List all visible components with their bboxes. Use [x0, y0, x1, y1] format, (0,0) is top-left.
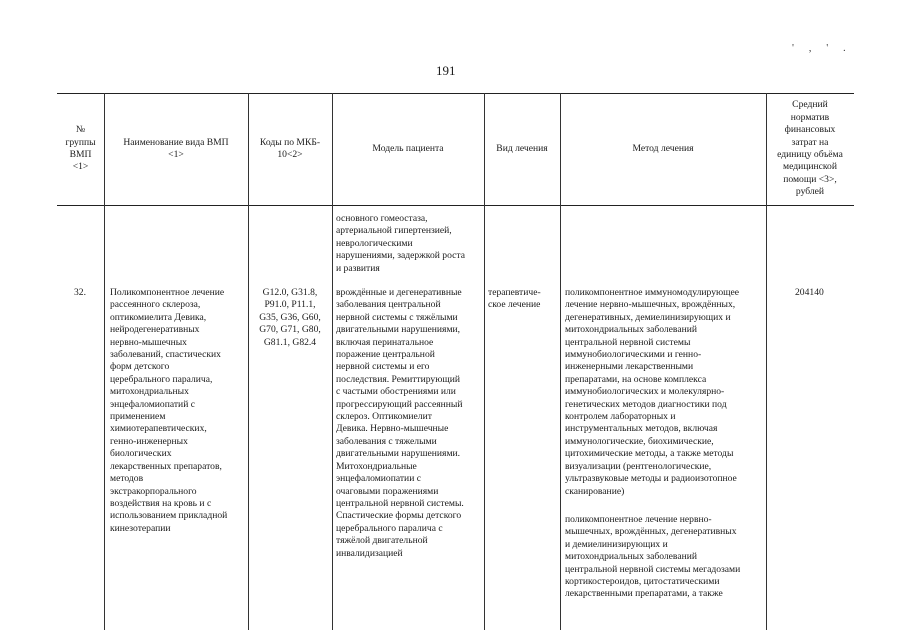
- continuation-patient-model: основного гомеостаза, артериальной гипертензией, неврологическими нарушениями, задержкой роста и развития: [336, 213, 465, 274]
- corner-marks: ' , ' .: [792, 42, 852, 54]
- row-treatment-type: терапевтиче- ское лечение: [488, 287, 541, 311]
- header-treatment-type: Вид лечения: [496, 142, 548, 154]
- row-method-1: поликомпонентное иммуномодулирующее лечение нервно-мышечных, врождённых, дегенеративных, демиелинизирующих и митохондриальных заболеваний центральной нервной системы иммунобиологическими и генно- инженерными лекарственными препаратами, на основе комплекса иммунобиологических и молекулярно- генетических методов диагностики под контролем лабораторных и инструментальных методов, включая иммунологические, биохимические, цитохимические методы, а также методы визуализации (рентгенологические, ультразвуковые методы и радиоизотопное сканирование): [565, 287, 740, 497]
- row-group-no: 32.: [74, 287, 86, 298]
- header-method: Метод лечения: [632, 142, 694, 154]
- header-patient-model: Модель пациента: [372, 142, 444, 154]
- row-patient-model: врождённые и дегенеративные заболевания центральной нервной системы с тяжёлыми двигательными нарушениями, включая перинатальное поражение центральной нервной системы и его последствия. Ремиттирующий с частыми обострениями или прогрессирующий рассеянный склероз. Оптикомиелит Девика. Нервно-мышечные заболевания с тяжелыми двигательными нарушениями. Митохондриальные энцефаломиопатии с очаговыми поражениями центральной нервной системы. Спастические формы детского церебрального паралича с тяжёлой двигательной инвалидизацией: [336, 287, 464, 559]
- row-avg-cost: 204140: [795, 287, 824, 298]
- header-avg-cost: Средний норматив финансовых затрат на единицу объёма медицинской помощи <3>, рублей: [777, 99, 843, 198]
- header-vmp-name: Наименование вида ВМП <1>: [123, 136, 229, 160]
- row-vmp-name: Поликомпонентное лечение рассеянного склероза, оптикомиелита Девика, нейродегенеративных нервно-мышечных заболеваний, спастических форм детского церебрального паралича, митохондриальных энцефаломиопатий с применением химиотерапевтических, генно-инженерных биологических лекарственных препаратов, методов экстракорпорального воздействия на кровь и с использованием прикладной кинезотерапии: [110, 287, 228, 534]
- header-group-no: № группы ВМП <1>: [65, 124, 96, 173]
- page-number: 191: [436, 63, 456, 78]
- header-icd-codes: Коды по МКБ- 10<2>: [259, 136, 321, 160]
- header-bottom-rule: [57, 205, 854, 206]
- row-method-2: поликомпонентное лечение нервно- мышечных, врождённых, дегенеративных и демиелинизирующих и митохондриальных заболеваний центральной нервной системы мегадозами кортикостероидов, цитостатическими лекарственными препаратами, а также: [565, 514, 741, 600]
- row-icd-codes: G12.0, G31.8, P91.0, P11.1, G35, G36, G60, G70, G71, G80, G81.1, G82.4: [259, 287, 321, 348]
